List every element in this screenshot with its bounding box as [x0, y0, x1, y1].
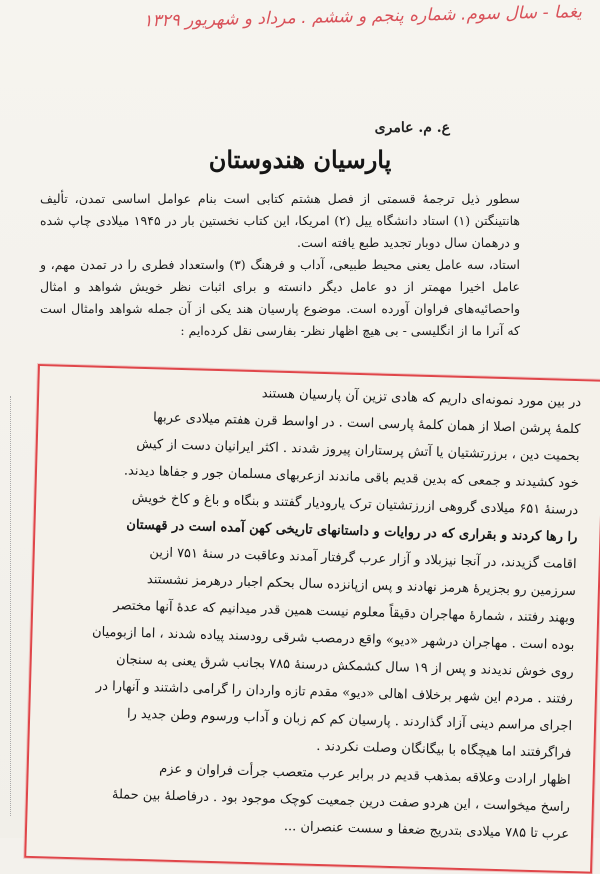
- clipping-line: عرب تا ۷۸۵ میلادی بتدریج ضعفا و سست عنصران ...: [283, 819, 570, 843]
- clipping-line: اقامت گزیدند، در آنجا نیزبلاد و آزار عرب گرفتار آمدند وعاقبت در سنهٔ ۷۵۱ ازین: [149, 545, 577, 573]
- clipping-line: اظهار ارادت وعلاقه بمذهب قدیم در برابر عرب متعصب جرأت فراوان و عزم: [158, 761, 571, 789]
- author-name: ع. م. عامری: [374, 120, 450, 136]
- intro-paragraph: استاد، سه عامل یعنی محیط طبیعی، آداب و فرهنگ (۳) واستعداد فطری را در تمدن مهم، و عامل اخیرا مهمتر از دو عامل دیگر دانسته و برای اثبات نظر خویش شواهد و امثال واحصائیه‌های فراوان آورده است. موضوع پارسیان هند یکی از آن جمله شواهد وامثال است که آنرا ما از انگلیسی - بی هیچ اظهار نظر- بفارسی نقل کرده‌ایم :: [40, 257, 520, 338]
- intro-paragraph: سطور ذیل ترجمهٔ قسمتی از فصل هشتم کتابی است بنام عوامل اساسی تمدن، تألیف هانتینگتن (۱) استاد دانشگاه ییل (۲) امریکا، این کتاب نخستین بار در ۱۹۴۵ میلادی چاپ شده و درهمان سال دوبار تجدید طبع یافته است.: [40, 191, 520, 250]
- clipping-line: را رها کردند و بقراری که در روایات و داستانهای تاریخی کهن آمده است در قهستان: [126, 517, 578, 546]
- clipping-line: بحمیت دین ، برزرتشتیان یا آتش پرستاران پیروز شدند . اکثر ایرانیان دست از کیش: [136, 436, 580, 465]
- pasted-clipping: [24, 364, 600, 874]
- clipping-line: سرزمین رو بجزیرهٔ هرمز نهادند و پس ازپانزده سال بحکم اجبار درهرمز نشستند: [146, 572, 577, 600]
- clipping-line: خود کشیدند و جمعی که بدین قدیم باقی ماندند ازعربهای مسلمان جور و جفاها دیدند.: [123, 463, 580, 492]
- clipping-line: فراگرفتند اما هیچگاه با بیگانگان وصلت نکردند .: [316, 738, 572, 762]
- clipping-line: در بین مورد نمونه‌ای داریم که هادی تزین آن پارسیان هستند: [261, 386, 582, 411]
- clipping-line: راسخ میخواست ، این هردو صفت درین جمعیت کوچک موجود بود . درفاصلهٔ بین حملهٔ: [111, 787, 571, 816]
- clipping-line: بوده است . مهاجران درشهر «دیو» واقع درمصب شرقی رودسند پیاده شدند ، اما ازبومیان: [91, 624, 575, 654]
- handwritten-citation: یغما - سال سوم. شماره پنجم و ششم . مرداد و شهریور ۱۳۲۹: [143, 2, 583, 32]
- clipping-line: وبهند رفتند ، شمارهٔ مهاجران دقیقاً معلوم نیست همین قدر میدانیم که عدهٔ آنها مختصر: [113, 598, 576, 627]
- clipping-line: اجرای مراسم دینی آزاد گذاردند . پارسیان کم کم زبان و آداب ورسوم وطن جدید را: [126, 706, 573, 735]
- intro-text: [40, 188, 520, 342]
- clipping-line: رفتند . مردم این شهر برخلاف اهالی «دیو» مقدم تازه واردان را گرامی داشتند و آنهارا در: [95, 678, 574, 708]
- clipping-line: کلمهٔ پرشن اصلا از همان کلمهٔ پارسی است . در اواسط قرن هفتم میلادی عربها: [152, 410, 581, 438]
- clipping-text: [41, 374, 582, 848]
- clipping-line: روی خوش ندیدند و پس از ۱۹ سال کشمکش درسنهٔ ۷۸۵ بجانب شرق یعنی به سنجان: [115, 652, 574, 681]
- clipping-line: درسنهٔ ۶۵۱ میلادی گروهی ازرزتشتیان ترک یارودیار گفتند و بنگاه و باغ و کاخ خویش: [131, 490, 579, 519]
- article-title: پارسیان هندوستان: [208, 145, 392, 174]
